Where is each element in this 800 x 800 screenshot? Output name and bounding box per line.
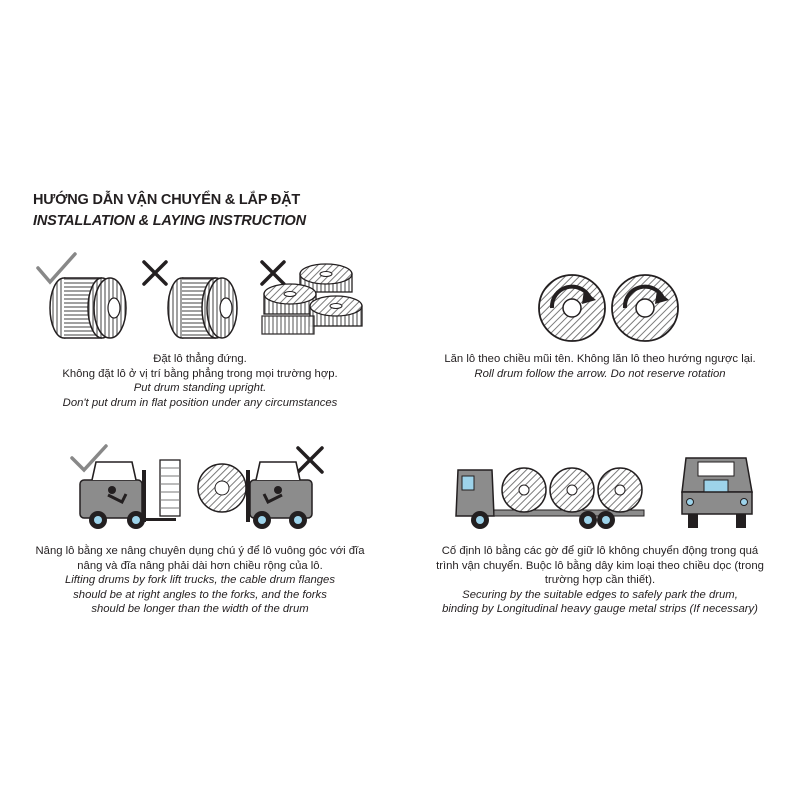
cable-drum-icon <box>612 275 678 341</box>
cross-mark-icon <box>144 262 166 284</box>
roll-illustration <box>400 250 800 350</box>
truck-illustration <box>400 440 800 540</box>
panel-upright <box>0 250 400 420</box>
caption-line: Nâng lô bằng xe nâng chuyên dụng chú ý để lô vuông góc với đĩa <box>35 545 365 557</box>
upright-illustration <box>0 250 400 350</box>
cross-mark-icon <box>298 448 322 472</box>
upright-caption <box>0 352 400 410</box>
roll-caption <box>400 352 800 381</box>
cable-drum-icon <box>262 264 362 334</box>
cable-drum-icon <box>50 278 126 338</box>
caption-line: Cố định lô bằng các gờ để giữ lô không chuyển động trong quá <box>441 545 759 557</box>
caption-line: binding by Longitudinal heavy gauge metal strips (If necessary) <box>442 603 758 616</box>
cable-drum-icon <box>539 275 605 341</box>
caption-line: Lifting drums by fork lift trucks, the cable drum flanges <box>65 574 335 587</box>
caption-line: nâng và đĩa nâng phải dài hơn chiều rộng của lô. <box>77 559 323 572</box>
title-english: INSTALLATION & LAYING INSTRUCTION <box>33 213 306 229</box>
title-vietnamese: HƯỚNG DẪN VẬN CHUYỂN & LẮP ĐẶT <box>33 192 301 208</box>
caption-line: Đặt lô thẳng đứng. <box>153 353 247 365</box>
forklift-icon <box>198 462 312 529</box>
cable-drum-icon <box>168 278 237 338</box>
caption-line: Không đặt lô ở vị trí bằng phẳng trong mọi trường hợp. <box>62 367 338 380</box>
caption-line: should be longer than the width of the drum <box>91 603 309 616</box>
truck-icon <box>682 458 752 528</box>
caption-line: Don't put drum in flat position under any circumstances <box>62 396 338 409</box>
caption-line: Lăn lô theo chiều mũi tên. Không lăn lô theo hướng ngược lại. <box>444 353 756 365</box>
caption-line: Securing by the suitable edges to safely park the drum, <box>462 588 738 601</box>
cross-mark-icon <box>262 262 284 284</box>
forklift-illustration <box>0 440 400 540</box>
caption-line: should be at right angles to the forks, and the forks <box>73 588 327 601</box>
truck-caption <box>400 544 800 617</box>
caption-line: trường hợp cần thiết). <box>544 574 656 587</box>
caption-line: Roll drum follow the arrow. Do not reserve rotation <box>474 367 726 380</box>
forklift-icon <box>80 460 180 529</box>
caption-line: Put drum standing upright. <box>133 382 267 395</box>
caption-line: trình vận chuyển. Buộc lô bằng dây kim loại theo chiều dọc (trong <box>436 559 764 572</box>
panel-roll <box>400 250 800 390</box>
panel-forklift <box>0 440 400 620</box>
truck-icon <box>456 468 644 529</box>
forklift-caption <box>0 544 400 617</box>
panel-truck <box>400 440 800 620</box>
page-title <box>33 190 306 232</box>
